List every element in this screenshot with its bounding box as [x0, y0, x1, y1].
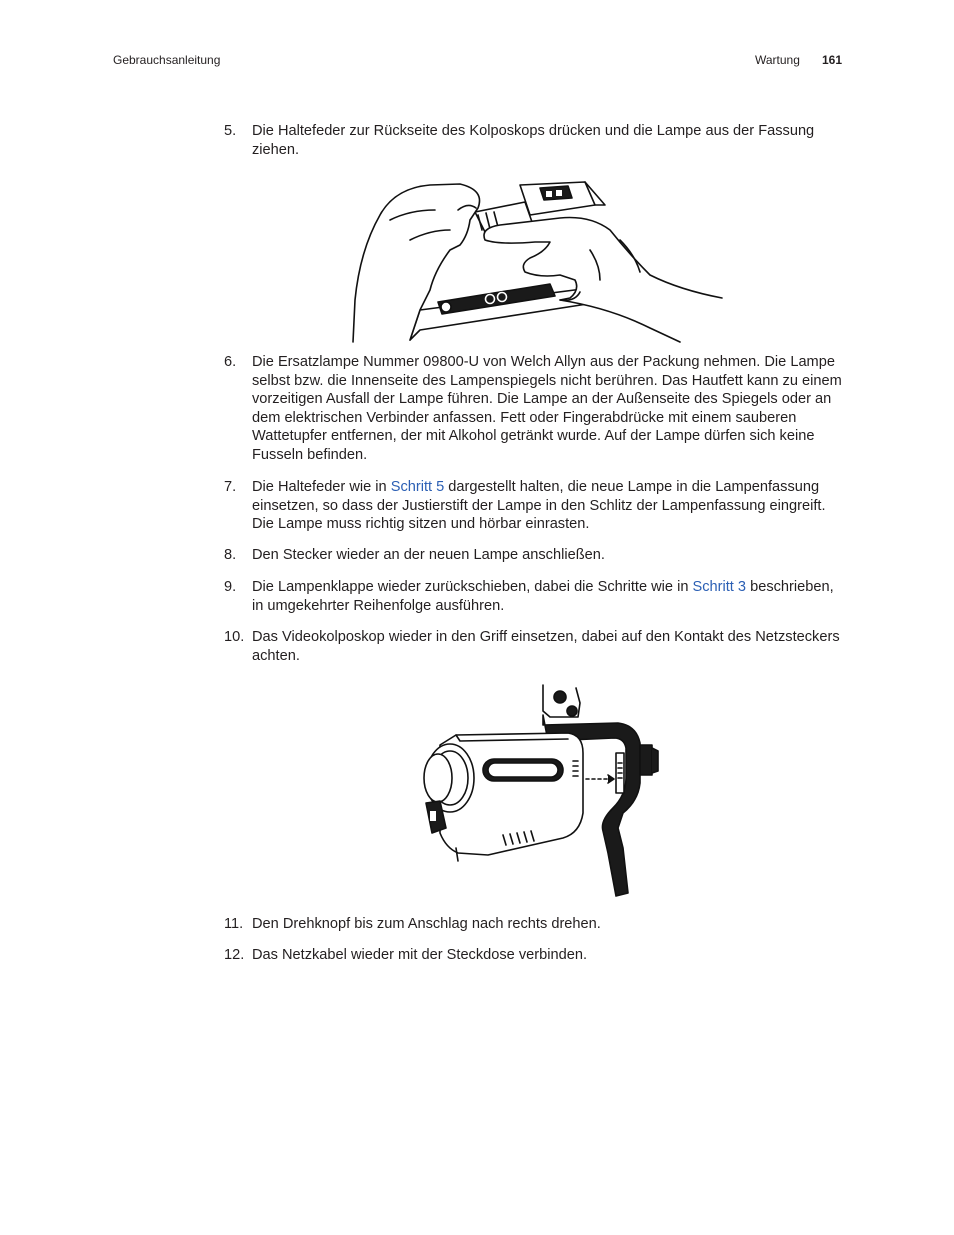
- step-5-link[interactable]: Schritt 5: [390, 479, 445, 495]
- step-number: 9.: [224, 579, 237, 595]
- hands-removing-lamp-illustration: [350, 180, 725, 343]
- step-number: 12.: [224, 947, 245, 963]
- running-header-section: Wartung: [755, 53, 800, 67]
- step-3-link[interactable]: Schritt 3: [692, 579, 747, 595]
- step-text: Die Ersatzlampe Nummer 09800-U von Welch Allyn aus der Packung nehmen. Die Lampe selbst bzw. die Innenseite des Lampenspiegels nicht berühren. Das Hautfett kann zu einem vorzeitigen Ausfall der Lampe führen. Die Lampe an der Außenseite des Spiegels oder an dem elektrischen Verbinder anfassen. Fett oder Fingerabdrücke mit einem sauberen Wattetupfer entfernen, der mit Alkohol getränkt wurde. Auf der Lampe dürfen sich keine Fusseln befinden.: [252, 354, 842, 463]
- page-number: 161: [822, 53, 843, 67]
- step-text: Das Netzkabel wieder mit der Steckdose verbinden.: [252, 947, 588, 963]
- step-number: 11.: [224, 916, 244, 932]
- step-text: Die Lampenklappe wieder zurückschieben, dabei die Schritte wie in Schritt 3 beschrieben, in umgekehrter Reihenfolge ausführen.: [252, 579, 834, 614]
- step-text: Das Videokolposkop wieder in den Griff einsetzen, dabei auf den Kontakt des Netzsteckers achten.: [252, 629, 840, 664]
- step-number: 6.: [224, 354, 237, 370]
- step-text: Die Haltefeder zur Rückseite des Kolposkops drücken und die Lampe aus der Fassung ziehen.: [252, 123, 815, 158]
- step-text: Den Drehknopf bis zum Anschlag nach rechts drehen.: [252, 916, 601, 932]
- step-text: Die Haltefeder wie in Schritt 5 dargestellt halten, die neue Lampe in die Lampenfassung einsetzen, so dass der Justierstift der Lampe in den Schlitz der Lampenfassung eingreift. Die Lampe muss richtig sitzen und hörbar einrasten.: [252, 479, 826, 533]
- running-header-title: Gebrauchsanleitung: [113, 53, 221, 67]
- step-number: 7.: [224, 479, 237, 495]
- colposcope-into-handle-illustration: [418, 683, 668, 898]
- step-number: 10.: [224, 629, 245, 645]
- step-number: 5.: [224, 123, 237, 139]
- step-text: Den Stecker wieder an der neuen Lampe anschließen.: [252, 547, 605, 563]
- step-number: 8.: [224, 547, 237, 563]
